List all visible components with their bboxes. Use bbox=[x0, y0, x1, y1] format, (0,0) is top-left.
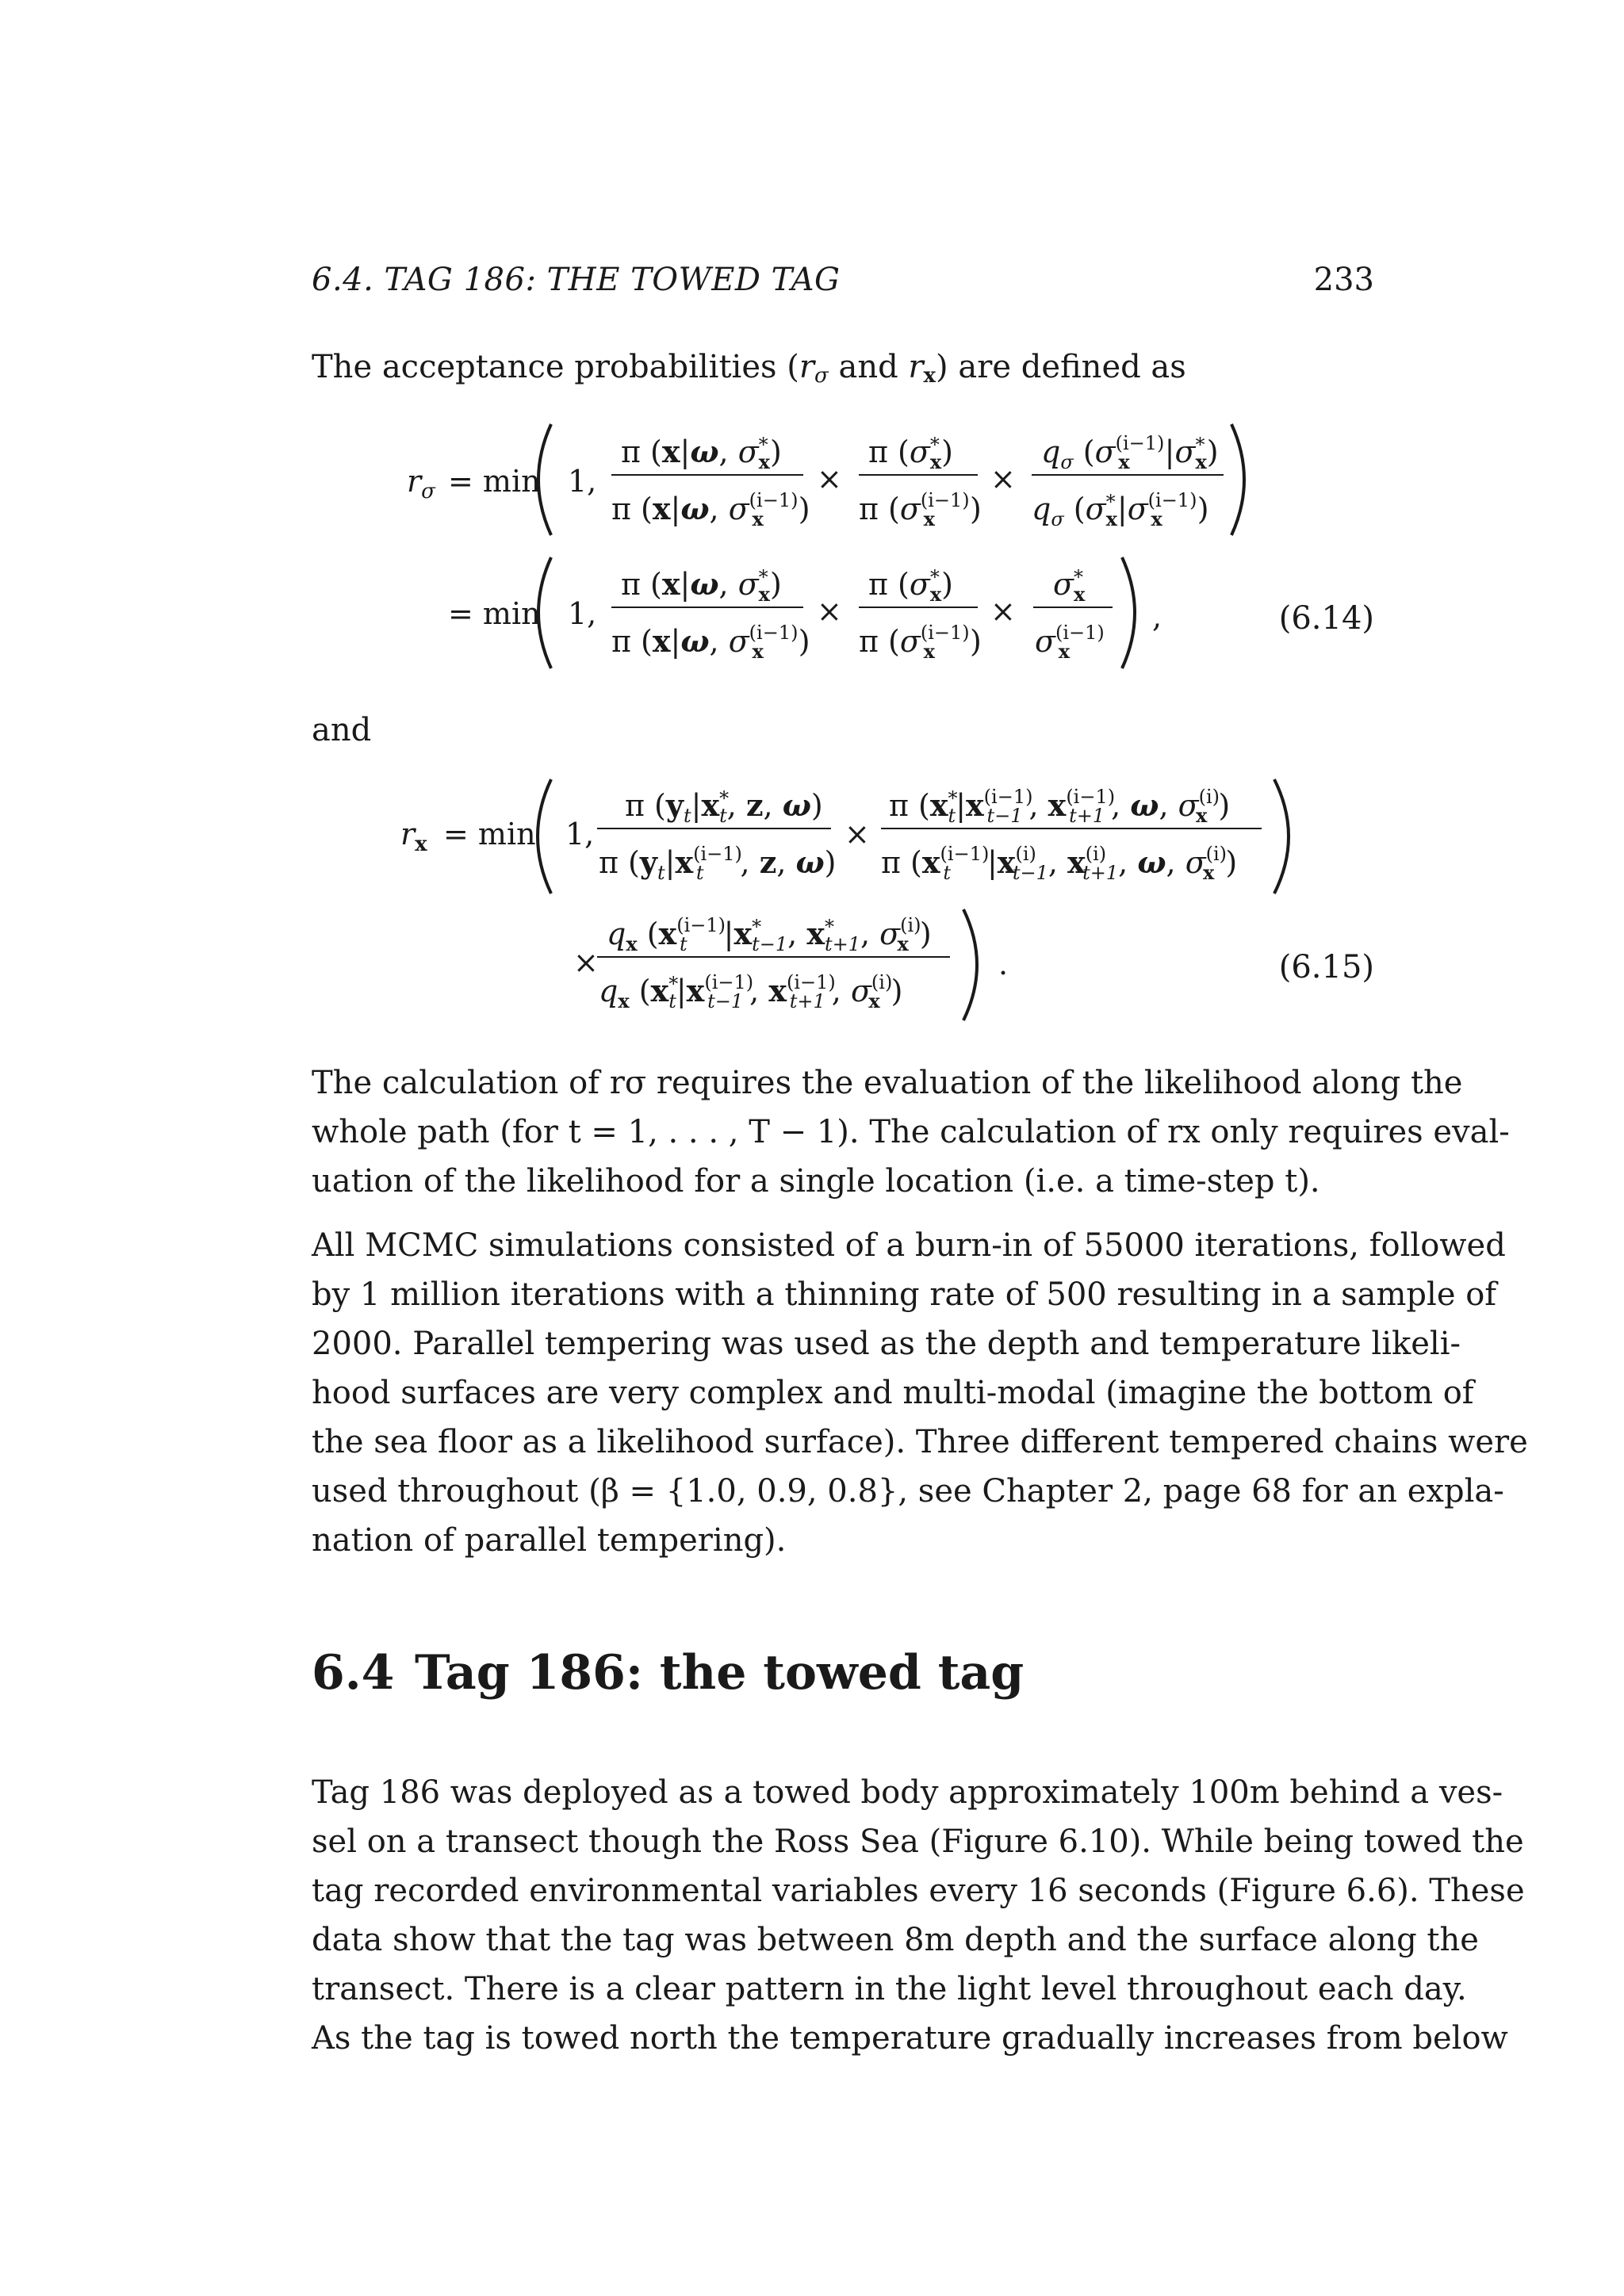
paragraph-3-line: transect. There is a clear pattern in the light level throughout each day. bbox=[312, 1971, 1467, 2007]
eq614-term3-num: $q_\sigma$ ($\sigma^{(i-1)}$ x |σ* x) bbox=[1041, 432, 1219, 473]
eq614-comma: , bbox=[1152, 599, 1162, 634]
connector-and: and bbox=[312, 712, 372, 748]
eq614-right-paren-1 bbox=[1231, 424, 1244, 535]
paragraph-1 bbox=[312, 1058, 1510, 1206]
eq614-term3-den: $q_\sigma$ (σ* $x|\sigma^{(i-1)}$ x ) bbox=[1032, 489, 1209, 530]
eq614-term2-num: π (σ* x) bbox=[868, 434, 953, 473]
lead-text-before: The acceptance probabilities ( bbox=[312, 349, 799, 385]
paragraph-2-line: hood surfaces are very complex and multi-modal (imagine the bottom of bbox=[312, 1375, 1474, 1411]
eq614-line2-term3-num: σ* x bbox=[1053, 566, 1086, 606]
paragraph-1-line: whole path (for t = 1, . . . , T − 1). The calculation of rx only requires eval- bbox=[312, 1114, 1510, 1150]
equation-6-14-svg bbox=[312, 400, 1374, 702]
eq615-equals-min: = min bbox=[443, 817, 536, 851]
eq614-line2-term2-num: π (σ* x) bbox=[868, 566, 953, 606]
section-title: Tag 186: the towed tag bbox=[415, 1645, 1025, 1701]
eq615-term1-den: π ($y_t|x^{(i-1)}$ t , z, ω) bbox=[599, 843, 837, 884]
subscript-x: x bbox=[923, 364, 936, 388]
lead-text-after: ) are defined as bbox=[936, 349, 1186, 385]
eq615-left-paren bbox=[538, 779, 551, 894]
eq614-line2-term3-den: $\sigma^{(i-1)}$ x bbox=[1035, 622, 1105, 663]
running-header bbox=[312, 262, 1374, 309]
eq615-right-paren bbox=[963, 909, 977, 1020]
paragraph-3-line: tag recorded environmental variables every 16 seconds (Figure 6.6). These bbox=[312, 1873, 1525, 1909]
eq615-one: 1, bbox=[565, 817, 595, 851]
eq614-term2-den: π ($\sigma^{(i-1)}$ x ) bbox=[859, 489, 982, 530]
paragraph-2-line: the sea floor as a likelihood surface). Three different tempered chains were bbox=[312, 1424, 1528, 1460]
equation-number-6-14: (6.14) bbox=[1278, 600, 1374, 637]
eq615-times-2: × bbox=[573, 945, 599, 980]
eq615-period: . bbox=[998, 947, 1009, 982]
eq614-line2-term2-den: π ($\sigma^{(i-1)}$ x ) bbox=[859, 622, 982, 663]
equation-number-6-15: (6.15) bbox=[1278, 949, 1374, 985]
eq615-term2-den: π ($x^{(i-1)}$ t $|x^{(i)}$ t−1, $x^{(i)}$ t+1, ω, $\sigma^{(i)}$ x ) bbox=[881, 843, 1238, 884]
paragraph-2-line: All MCMC simulations consisted of a burn-in of 55000 iterations, followed bbox=[312, 1227, 1506, 1264]
eq615-lhs: $r_x$ bbox=[400, 817, 427, 856]
eq615-right-paren-top bbox=[1274, 779, 1289, 894]
eq614-times-2: × bbox=[990, 461, 1016, 496]
eq614-line2-term1-num: π (x|ω, σ* x) bbox=[621, 566, 782, 606]
eq614-right-paren-2 bbox=[1122, 557, 1135, 668]
symbol-r-sigma: r bbox=[799, 349, 814, 385]
paragraph-3-line: As the tag is towed north the temperature gradually increases from below bbox=[312, 2020, 1508, 2057]
eq615-term2-num: π (x* $t|x^{(i-1)}$ t−1 , $x^{(i-1)}$ t+1 , ω, $\sigma^{(i)}$ x ) bbox=[889, 786, 1231, 827]
eq614-one-2: 1, bbox=[568, 596, 597, 631]
paragraph-1-line: uation of the likelihood for a single location (i.e. a time-step t). bbox=[312, 1163, 1320, 1200]
eq615-term3-num: $q_x$ ($x^{(i-1)}$ t |x* t−1, x* t+1, $\sigma^{(i)}$ x ) bbox=[607, 914, 932, 955]
paragraph-3 bbox=[312, 1768, 1525, 2063]
eq614-term1-num: π (x|ω, σ* x) bbox=[621, 434, 782, 473]
eq614-times-1: × bbox=[817, 461, 842, 496]
eq615-term1-num: π ($y_t|x^*$ t, z, ω) bbox=[625, 787, 823, 827]
eq614-line2-times-2: × bbox=[990, 594, 1016, 629]
lead-text-mid: and bbox=[828, 349, 909, 385]
subscript-sigma: σ bbox=[814, 364, 829, 388]
paragraph-3-line: sel on a transect though the Ross Sea (Figure 6.10). While being towed the bbox=[312, 1823, 1524, 1860]
running-title: 6.4. TAG 186: THE TOWED TAG bbox=[312, 262, 841, 298]
lead-sentence bbox=[312, 342, 1374, 392]
paragraph-2-line: used throughout (β = {1.0, 0.9, 0.8}, see Chapter 2, page 68 for an expla- bbox=[312, 1473, 1504, 1510]
paragraph-2-line: nation of parallel tempering). bbox=[312, 1522, 787, 1559]
equation-6-15 bbox=[312, 765, 1374, 1043]
paragraph-3-line: Tag 186 was deployed as a towed body approximately 100m behind a ves- bbox=[312, 1774, 1503, 1811]
eq614-line2-term1-den: π (x|ω, $\sigma^{(i-1)}$ x ) bbox=[611, 622, 810, 663]
section-number: 6.4 bbox=[312, 1645, 395, 1701]
paragraph-3-line: data show that the tag was between 8m depth and the surface along the bbox=[312, 1922, 1479, 1958]
eq614-lhs: $r_\sigma$ bbox=[407, 464, 435, 503]
eq615-times-1: × bbox=[845, 817, 870, 851]
eq614-term1-den: π (x|ω, $\sigma^{(i-1)}$ x ) bbox=[611, 489, 810, 530]
paragraph-1-line: The calculation of rσ requires the evaluation of the likelihood along the bbox=[312, 1065, 1463, 1101]
eq614-equals-min-2: = min bbox=[448, 596, 541, 631]
paragraph-2-line: by 1 million iterations with a thinning rate of 500 resulting in a sample of bbox=[312, 1276, 1497, 1313]
eq614-one-1: 1, bbox=[568, 464, 597, 499]
eq614-line2-times-1: × bbox=[817, 594, 842, 629]
page-number: 233 bbox=[1313, 262, 1374, 298]
paragraph-2-line: 2000. Parallel tempering was used as the depth and temperature likeli- bbox=[312, 1326, 1461, 1362]
paragraph-2 bbox=[312, 1221, 1528, 1565]
eq614-equals-min-1: = min bbox=[448, 464, 541, 499]
equation-6-14 bbox=[312, 400, 1374, 702]
equation-6-15-svg bbox=[312, 765, 1374, 1043]
symbol-r-x: r bbox=[908, 349, 924, 385]
eq615-term3-den: $q_x$ (x* $t|x^{(i-1)}$ t−1 , $x^{(i-1)}$ t+1 , $\sigma^{(i)}$ x ) bbox=[599, 971, 903, 1012]
section-heading bbox=[312, 1645, 1024, 1701]
